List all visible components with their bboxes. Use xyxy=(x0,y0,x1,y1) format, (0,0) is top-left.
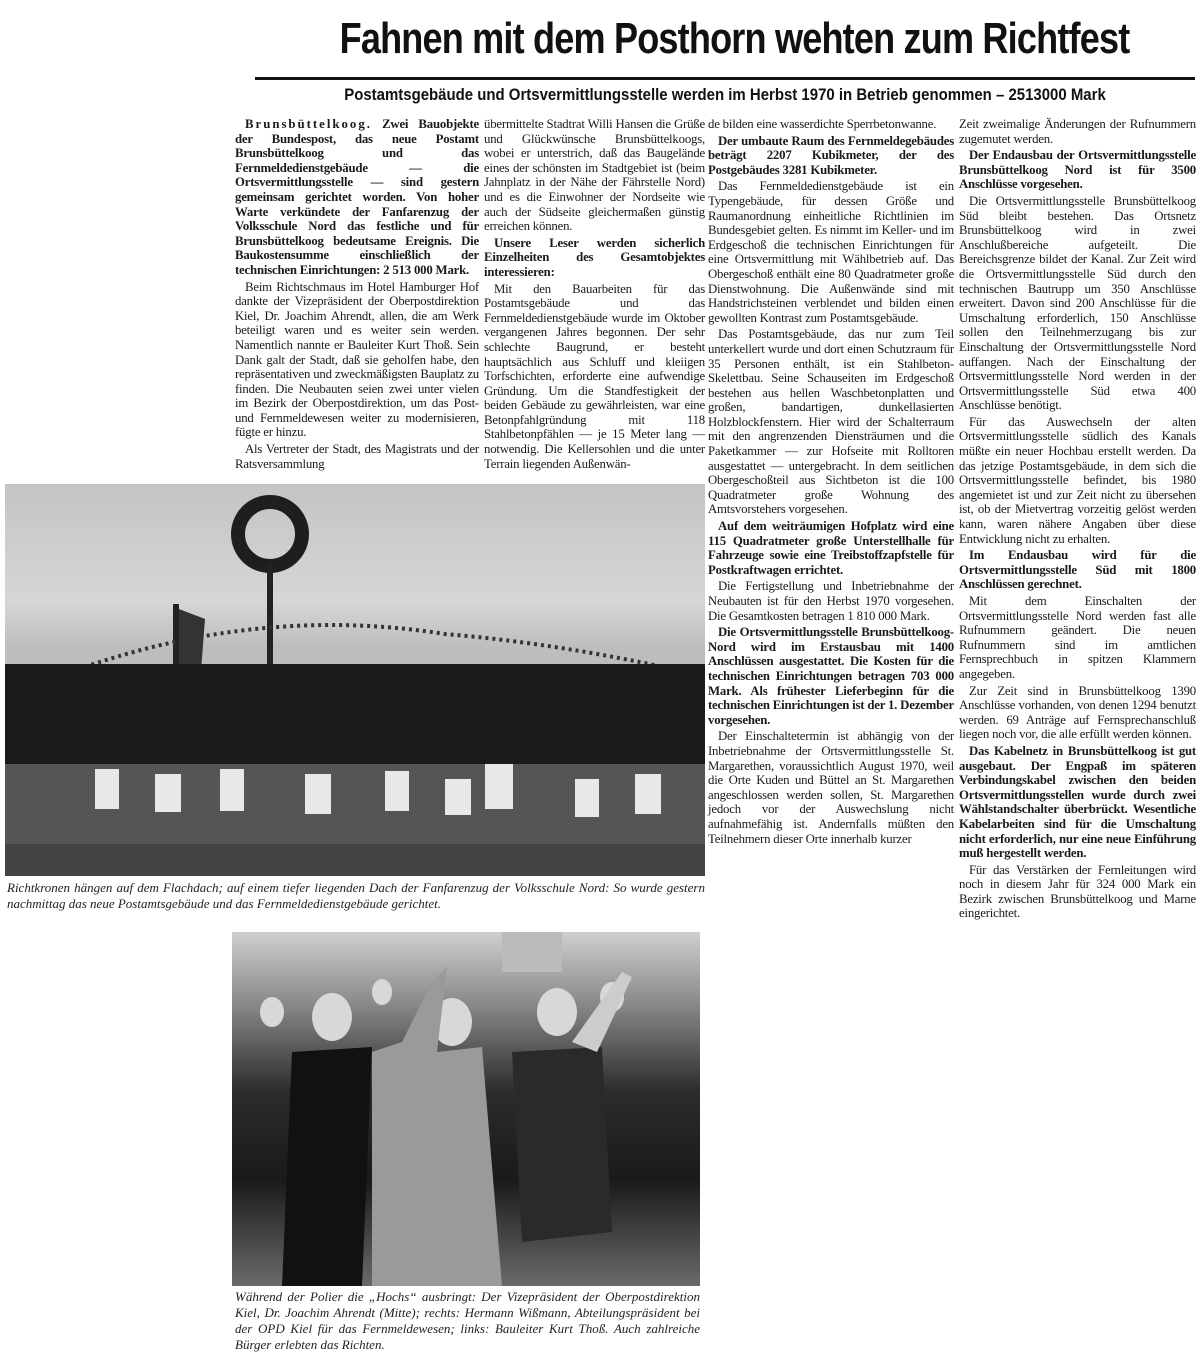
paragraph: Zeit zweimalige Änderungen der Rufnummern zugemutet werden. xyxy=(959,117,1196,146)
paragraph: Das Postamtsgebäude, das nur zum Teil unterkellert wurde und dort einen Schutzraum für 35 Personen enthält, ist ein Stahlbeton-Skelettbau. Seine Schauseiten im Erdgeschoß bestehen aus hellen Waschbetonplatten und großen, bandartigen, dunkellasierten Holzblockfenstern. Hier wird der Schalterraum mit den angrenzenden Diensträumen und die Paketkammer — zur Hofseite mit Rolltoren ausgestattet — untergebracht. In dem seitlichen Obergeschoßteil aus Sichtbeton ist die 100 Quadratmeter große Wohnung des Amtsvorstehers vorgesehen. xyxy=(708,327,954,517)
paragraph: Die Ortsvermittlungsstelle Brunsbüttelkoog Süd bleibt bestehen. Das Ortsnetz Brunsbüttelkoog wird in zwei Anschlußbereiche aufgeteilt. Die Bereichsgrenze bildet der Kanal. Zur Zeit wird die Ortsvermittlungsstelle Süd durch den technischen Bautrupp um 350 Anschlüsse erweitert. Davon sind 200 Anschlüsse für die Umschaltung erforderlich, 150 Anschlüsse sollen den Teilnehmerzugang bis zur Einschaltung der Ortsvermittlungsstelle Nord auffangen. Nach der Einschaltung der Ortsvermittlungsstelle Nord werden in der Ortsvermittlungsstelle Süd etwa 400 Anschlüsse benötigt. xyxy=(959,193,1196,413)
paragraph: Die Fertigstellung und Inbetriebnahme der Neubauten ist für den Herbst 1970 vorgesehen. Die Gesamtkosten betragen 1 810 000 Mark. xyxy=(708,579,954,623)
headline: Fahnen mit dem Posthorn wehten zum Richtfest xyxy=(339,14,1130,63)
wall xyxy=(5,844,705,876)
article-column-4 xyxy=(959,117,1196,923)
roof-building xyxy=(5,664,705,764)
paragraph: Für das Verstärken der Fernleitungen wird noch in diesem Jahr für 324 000 Mark ein Bezirk zwischen Brunsbüttelkoog und Marne eingerichtet. xyxy=(959,862,1196,921)
paragraph: Die Ortsvermittlungsstelle Brunsbüttelkoog-Nord wird im Erstausbau mit 1400 Anschlüssen ausgestattet. Die Kosten für die technischen Einrichtungen betragen 703 000 Mark. Als frühester Lieferbeginn für die technischen Einrichtungen ist der 1. Dezember vorgesehen. xyxy=(708,625,954,727)
photo-crowd-illustration xyxy=(232,932,700,1286)
paragraph: Das Kabelnetz in Brunsbüttelkoog ist gut ausgebaut. Der Engpaß im späteren Verbindungskabel zwischen den beiden Ortsvermittlungsstellen wurde durch zwei Wählstandschalter überbrückt. Wesentliche Kabelarbeiten sind für die Umschaltung nicht erforderlich, nur eine neue Einführung muß hergestellt werden. xyxy=(959,743,1196,861)
paragraph: de bilden eine wasserdichte Sperrbetonwanne. xyxy=(708,117,937,131)
photo-richtfest-roof xyxy=(5,484,705,876)
headline-rule xyxy=(255,77,1195,80)
paragraph: Das Fernmeldedienstgebäude ist ein Typengebäude, für dessen Größe und Raumanordnung einheitliche Richtlinien im Bundesgebiet gelten. Es nimmt im Keller- und im Erdgeschoß die technischen Einrichtungen für eine Ortsvermittlung mit Wählbetrieb auf. Das Obergeschoß enthält eine 80 Quadratmeter große Dienstwohnung. Die Außenwände sind mit Handstrichsteinen verblendet und bilden einen gewollten Kontrast zum Postamtsgebäude. xyxy=(708,179,954,325)
paragraph: Der umbaute Raum des Fernmeldegebäudes beträgt 2207 Kubikmeter, der des Postgebäudes 3281 Kubikmeter. xyxy=(708,133,954,177)
paragraph: Der Einschaltetermin ist abhängig von der Inbetriebnahme der Ortsvermittlungsstelle St. Margarethen, voraussichtlich August 1970, weil die Orte Kuden und Büttel an St. Margarethen angeschlossen werden sollen, St. Margarethen jedoch vor der Auswechslung nicht aufnahmefähig ist. Andernfalls müßten den Teilnehmern dieser Orte innerhalb kurzer xyxy=(708,729,954,846)
dark-suit-left xyxy=(282,1047,372,1286)
subheadline: Postamtsgebäude und Ortsvermittlungsstelle werden im Herbst 1970 in Betrieb genommen – 2513000 Mark xyxy=(344,85,1106,104)
article-column-2 xyxy=(484,117,705,473)
article-column-1 xyxy=(235,117,479,473)
paragraph: Beim Richtschmaus im Hotel Hamburger Hof dankte der Vizepräsident der Oberpostdirektion Kiel, Dr. Joachim Ahrendt, allen, die am Werk beteiligt waren und es weiter sein werden. Namentlich nannte er Bauleiter Kurt Thoß. Sein Dank galt der Stadt, daß sie geholfen habe, den repräsentativen und zweckmäßigsten Bauplatz zu finden. Die Neubauten seien zwei unter vielen im Bezirk der Oberpostdirektion, um das Post- und Fernmeldewesen weiter zu modernisieren, fügte er hinzu. xyxy=(235,279,479,440)
article-column-3 xyxy=(708,117,954,848)
raised-arm xyxy=(572,972,632,1052)
paragraph xyxy=(235,117,479,278)
paragraph: Im Endausbau wird für die Ortsvermittlungsstelle Süd mit 1800 Anschlüssen gerechnet. xyxy=(959,548,1196,592)
paragraph: Unsere Leser werden sicherlich Einzelheiten des Gesamtobjektes interessieren: xyxy=(484,235,705,279)
paragraph: Zur Zeit sind in Brunsbüttelkoog 1390 Anschlüsse vorhanden, von denen 1294 benutzt werden. 69 Anträge auf Fernsprechanschluß liegen noch vor, die alle erfüllt werden können. xyxy=(959,683,1196,742)
dateline: Brunsbüttelkoog. xyxy=(245,117,372,131)
paragraph: Der Endausbau der Ortsvermittlungsstelle Brunsbüttelkoog Nord ist für 3500 Anschlüsse vorgesehen. xyxy=(959,148,1196,192)
paragraph: Auf dem weiträumigen Hofplatz wird eine 115 Quadratmeter große Unterstellhalle für Fahrzeuge sowie eine Treibstoffzapfstelle für Postkraftwagen errichtet. xyxy=(708,519,954,577)
pole xyxy=(267,564,273,674)
dark-suit-right xyxy=(512,1047,612,1242)
photo-caption-2: Während der Polier die „Hochs“ ausbringt: Der Vizepräsident der Oberpostdirektion Kiel, Dr. Joachim Ahrendt (Mitte); rechts: Hermann Wißmann, Abteilungspräsident bei der OPD Kiel für das Fernmeldewesen; links: Bauleiter Kurt Thoß. Auch zahlreiche Bürger erlebten das Richten. xyxy=(235,1289,700,1352)
lead-text: Zwei Bauobjekte der Bundespost, das neue Postamt Brunsbüttelkoog und das Fernmeldedienstgebäude — die Ortsvermittlungsstelle — sind gestern gemeinsam gerichtet worden. Von hoher Warte verkündete der Fanfarenzug der Volksschule Nord das festliche und für Brunsbüttelkoog bedeutsame Ereignis. Die Baukostensumme einschließlich der technischen Einrichtungen: 2 513 000 Mark. xyxy=(235,117,479,277)
background-building xyxy=(502,932,562,972)
photo-officials-cheering xyxy=(232,932,700,1286)
photo-roof-illustration xyxy=(5,484,705,876)
light-coat xyxy=(372,967,502,1286)
paragraph: übermittelte Stadtrat Willi Hansen die Grüße und Glückwünsche Brunsbüttelkoogs, wobei er unterstrich, daß das Baugelände eines der schönsten im Stadtgebiet ist (beim Jahnplatz in der Nähe der Fährstelle Nord) und es die Einwohner der Nordseite wie auch der Südseite gleichermaßen günstig erreichen können. xyxy=(484,117,705,234)
paragraph: Für das Auswechseln der alten Ortsvermittlungsstelle südlich des Kanals müßte ein neuer Hochbau erstellt werden. Da das jetzige Postamtsgebäude, in dem sich die Ortsvermittlungsstelle befindet, bis 1980 angemietet ist und zur Zeit nicht zu übersehen ist, ob der Mietvertrag vorzeitig gelöst werden kann, waren nähere Angaben über diese Entwicklung nicht zu erhalten. xyxy=(959,414,1196,546)
photo-caption-1: Richtkronen hängen auf dem Flachdach; auf einem tiefer liegenden Dach der Fanfarenzug der Volksschule Nord: So wurde gestern nachmittag das neue Postamtsgebäude und das Fernmeldedienstgebäude gerichtet. xyxy=(7,880,705,911)
richtkrone-wreath xyxy=(238,502,302,566)
paragraph: Mit dem Einschalten der Ortsvermittlungsstelle Nord werden fast alle Rufnummern geändert. Die neuen Rufnummern sind im amtlichen Fernsprechbuch in spitzen Klammern angegeben. xyxy=(959,594,1196,681)
paragraph: Als Vertreter der Stadt, des Magistrats und der Ratsversammlung xyxy=(235,442,479,471)
paragraph: Mit den Bauarbeiten für das Postamtsgebäude und das Fernmeldedienstgebäude wurde im Oktober vergangenen Jahres begonnen. Der sehr schlechte Baugrund, er besteht hauptsächlich aus Schluff und kleiigen Torfschichten, erforderte eine aufwendige Gründung. Um die Standfestigkeit der beiden Gebäude zu gewährleisten, war eine Betonpfahlgründung mit 118 Stahlbetonpfählen — je 15 Meter lang — notwendig. Die Kellersohlen und die unter Terrain liegenden Außenwän- xyxy=(484,281,705,471)
